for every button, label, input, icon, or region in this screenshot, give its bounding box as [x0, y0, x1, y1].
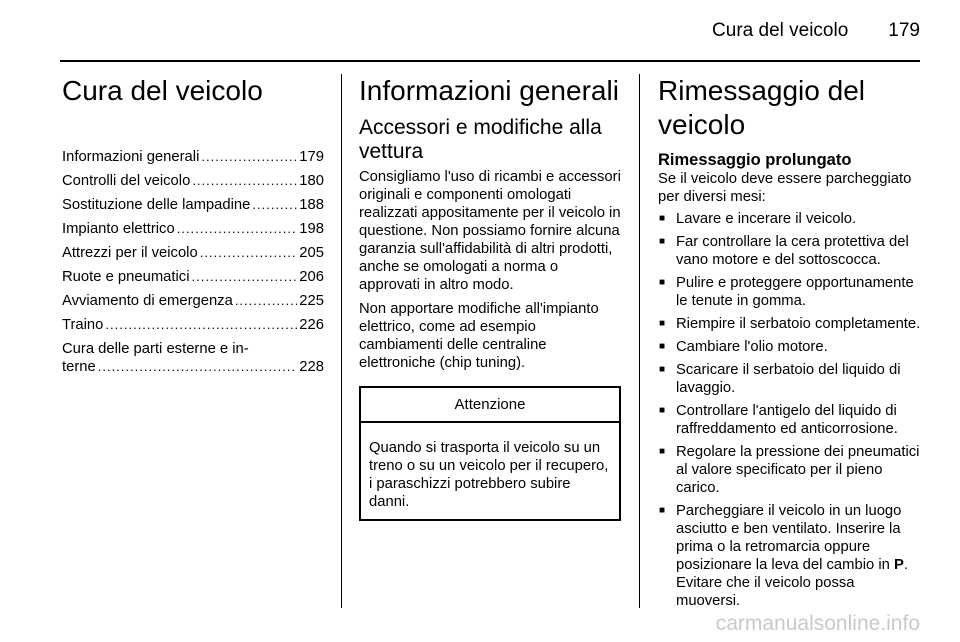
table-of-contents [62, 148, 324, 376]
bullet-item: ■ Regolare la pressione dei pneumatici al valore specificato per il pieno carico. [658, 443, 922, 497]
toc-item[interactable] [62, 148, 324, 166]
toc-label: Impianto elettrico [62, 221, 175, 237]
section-subtitle: Rimessaggio prolungato [658, 151, 852, 169]
toc-item[interactable] [62, 172, 324, 190]
column-divider [341, 74, 342, 608]
toc-item[interactable] [62, 340, 324, 376]
header-section-title: Cura del veicolo [712, 20, 849, 41]
toc-item[interactable] [62, 244, 324, 262]
toc-column [62, 74, 324, 382]
bullet-item: ■ Pulire e proteggere opportunamente le tenute in gomma. [658, 274, 922, 310]
toc-item[interactable] [62, 220, 324, 238]
toc-page: 225 [299, 293, 324, 309]
toc-page: 205 [299, 245, 324, 261]
toc-page: 226 [299, 317, 324, 333]
toc-leader [192, 172, 297, 190]
column-divider [639, 74, 640, 608]
toc-page: 206 [299, 269, 324, 285]
paragraph: Consigliamo l'uso di ricambi e accessori originali e componenti omologati realizzati appositamente per il veicolo in questione. Non possiamo fornire alcuna garanzia sull'affidabilità di altri prodotti, anche se omologati a norma o approvati in altro modo. [359, 169, 621, 293]
toc-leader [252, 196, 297, 214]
toc-page: 228 [299, 359, 324, 375]
toc-label: Informazioni generali [62, 149, 200, 165]
bullet-text: . Evitare che il veicolo possa muoversi. [676, 557, 908, 609]
toc-page: 188 [299, 197, 324, 213]
toc-item[interactable] [62, 268, 324, 286]
section-title: Informazioni generali [359, 75, 619, 106]
bullet-item: ■ Controllare l'antigelo del liquido di raffreddamento ed anticorrosione. [658, 402, 922, 438]
warning-title: Attenzione [361, 388, 619, 423]
bullet-text: Parcheggiare il veicolo in un luogo asciutto e ben ventilato. Inserire la prima o la retromarcia oppure posizionare la leva del cambio in [676, 503, 902, 573]
bullet-item: ■ Lavare e incerare il veicolo. [658, 210, 922, 228]
section-subtitle: Accessori e modifiche alla vettura [359, 116, 602, 163]
toc-label: Controlli del veicolo [62, 173, 191, 189]
chapter-title: Cura del veicolo [62, 75, 263, 106]
bullet-item: ■ Cambiare l'olio motore. [658, 338, 922, 356]
toc-leader [105, 316, 297, 334]
toc-item[interactable] [62, 196, 324, 214]
bullet-item [658, 502, 922, 610]
toc-page: 179 [299, 149, 324, 165]
toc-item[interactable] [62, 316, 324, 334]
bullet-list [658, 210, 922, 610]
toc-label: terne [62, 359, 96, 375]
toc-item[interactable] [62, 292, 324, 310]
gear-position-p: P [893, 557, 904, 573]
toc-leader [235, 292, 297, 310]
warning-text: Quando si trasporta il veicolo su un treno o su un veicolo per il recupero, i paraschizzi potrebbero subire danni. [369, 440, 609, 510]
bullet-item: ■ Riempire il serbatoio completamente. [658, 315, 922, 333]
page-header [60, 20, 920, 44]
toc-leader [192, 268, 298, 286]
bullet-item: ■ Scaricare il serbatoio del liquido di lavaggio. [658, 361, 922, 397]
intro-text: Se il veicolo deve essere parcheggiato per diversi mesi: [658, 171, 912, 205]
paragraph: Non apportare modifiche all'impianto elettrico, come ad esempio cambiamenti delle centraline elettroniche (chip tuning). [359, 301, 599, 371]
toc-leader [177, 220, 298, 238]
warning-box [359, 386, 621, 521]
toc-label: Attrezzi per il veicolo [62, 245, 198, 261]
toc-label: Sostituzione delle lampadine [62, 197, 251, 213]
toc-label: Avviamento di emergenza [62, 293, 233, 309]
toc-leader [200, 244, 298, 262]
toc-leader [98, 358, 298, 376]
toc-page: 198 [299, 221, 324, 237]
watermark: carmanualsonline.info [715, 612, 920, 635]
toc-label: Ruote e pneumatici [62, 269, 190, 285]
header-rule [60, 60, 920, 62]
bullet-item: ■ Far controllare la cera protettiva del vano motore e del sottoscocca. [658, 233, 922, 269]
storage-column [658, 74, 922, 615]
general-info-column [359, 74, 621, 521]
toc-leader [201, 148, 297, 166]
toc-label: Cura delle parti esterne e in- [62, 341, 249, 357]
toc-label: Traino [62, 317, 104, 333]
toc-page: 180 [299, 173, 324, 189]
section-title: Rimessaggio del veicolo [658, 75, 865, 140]
header-page-number: 179 [888, 20, 920, 41]
